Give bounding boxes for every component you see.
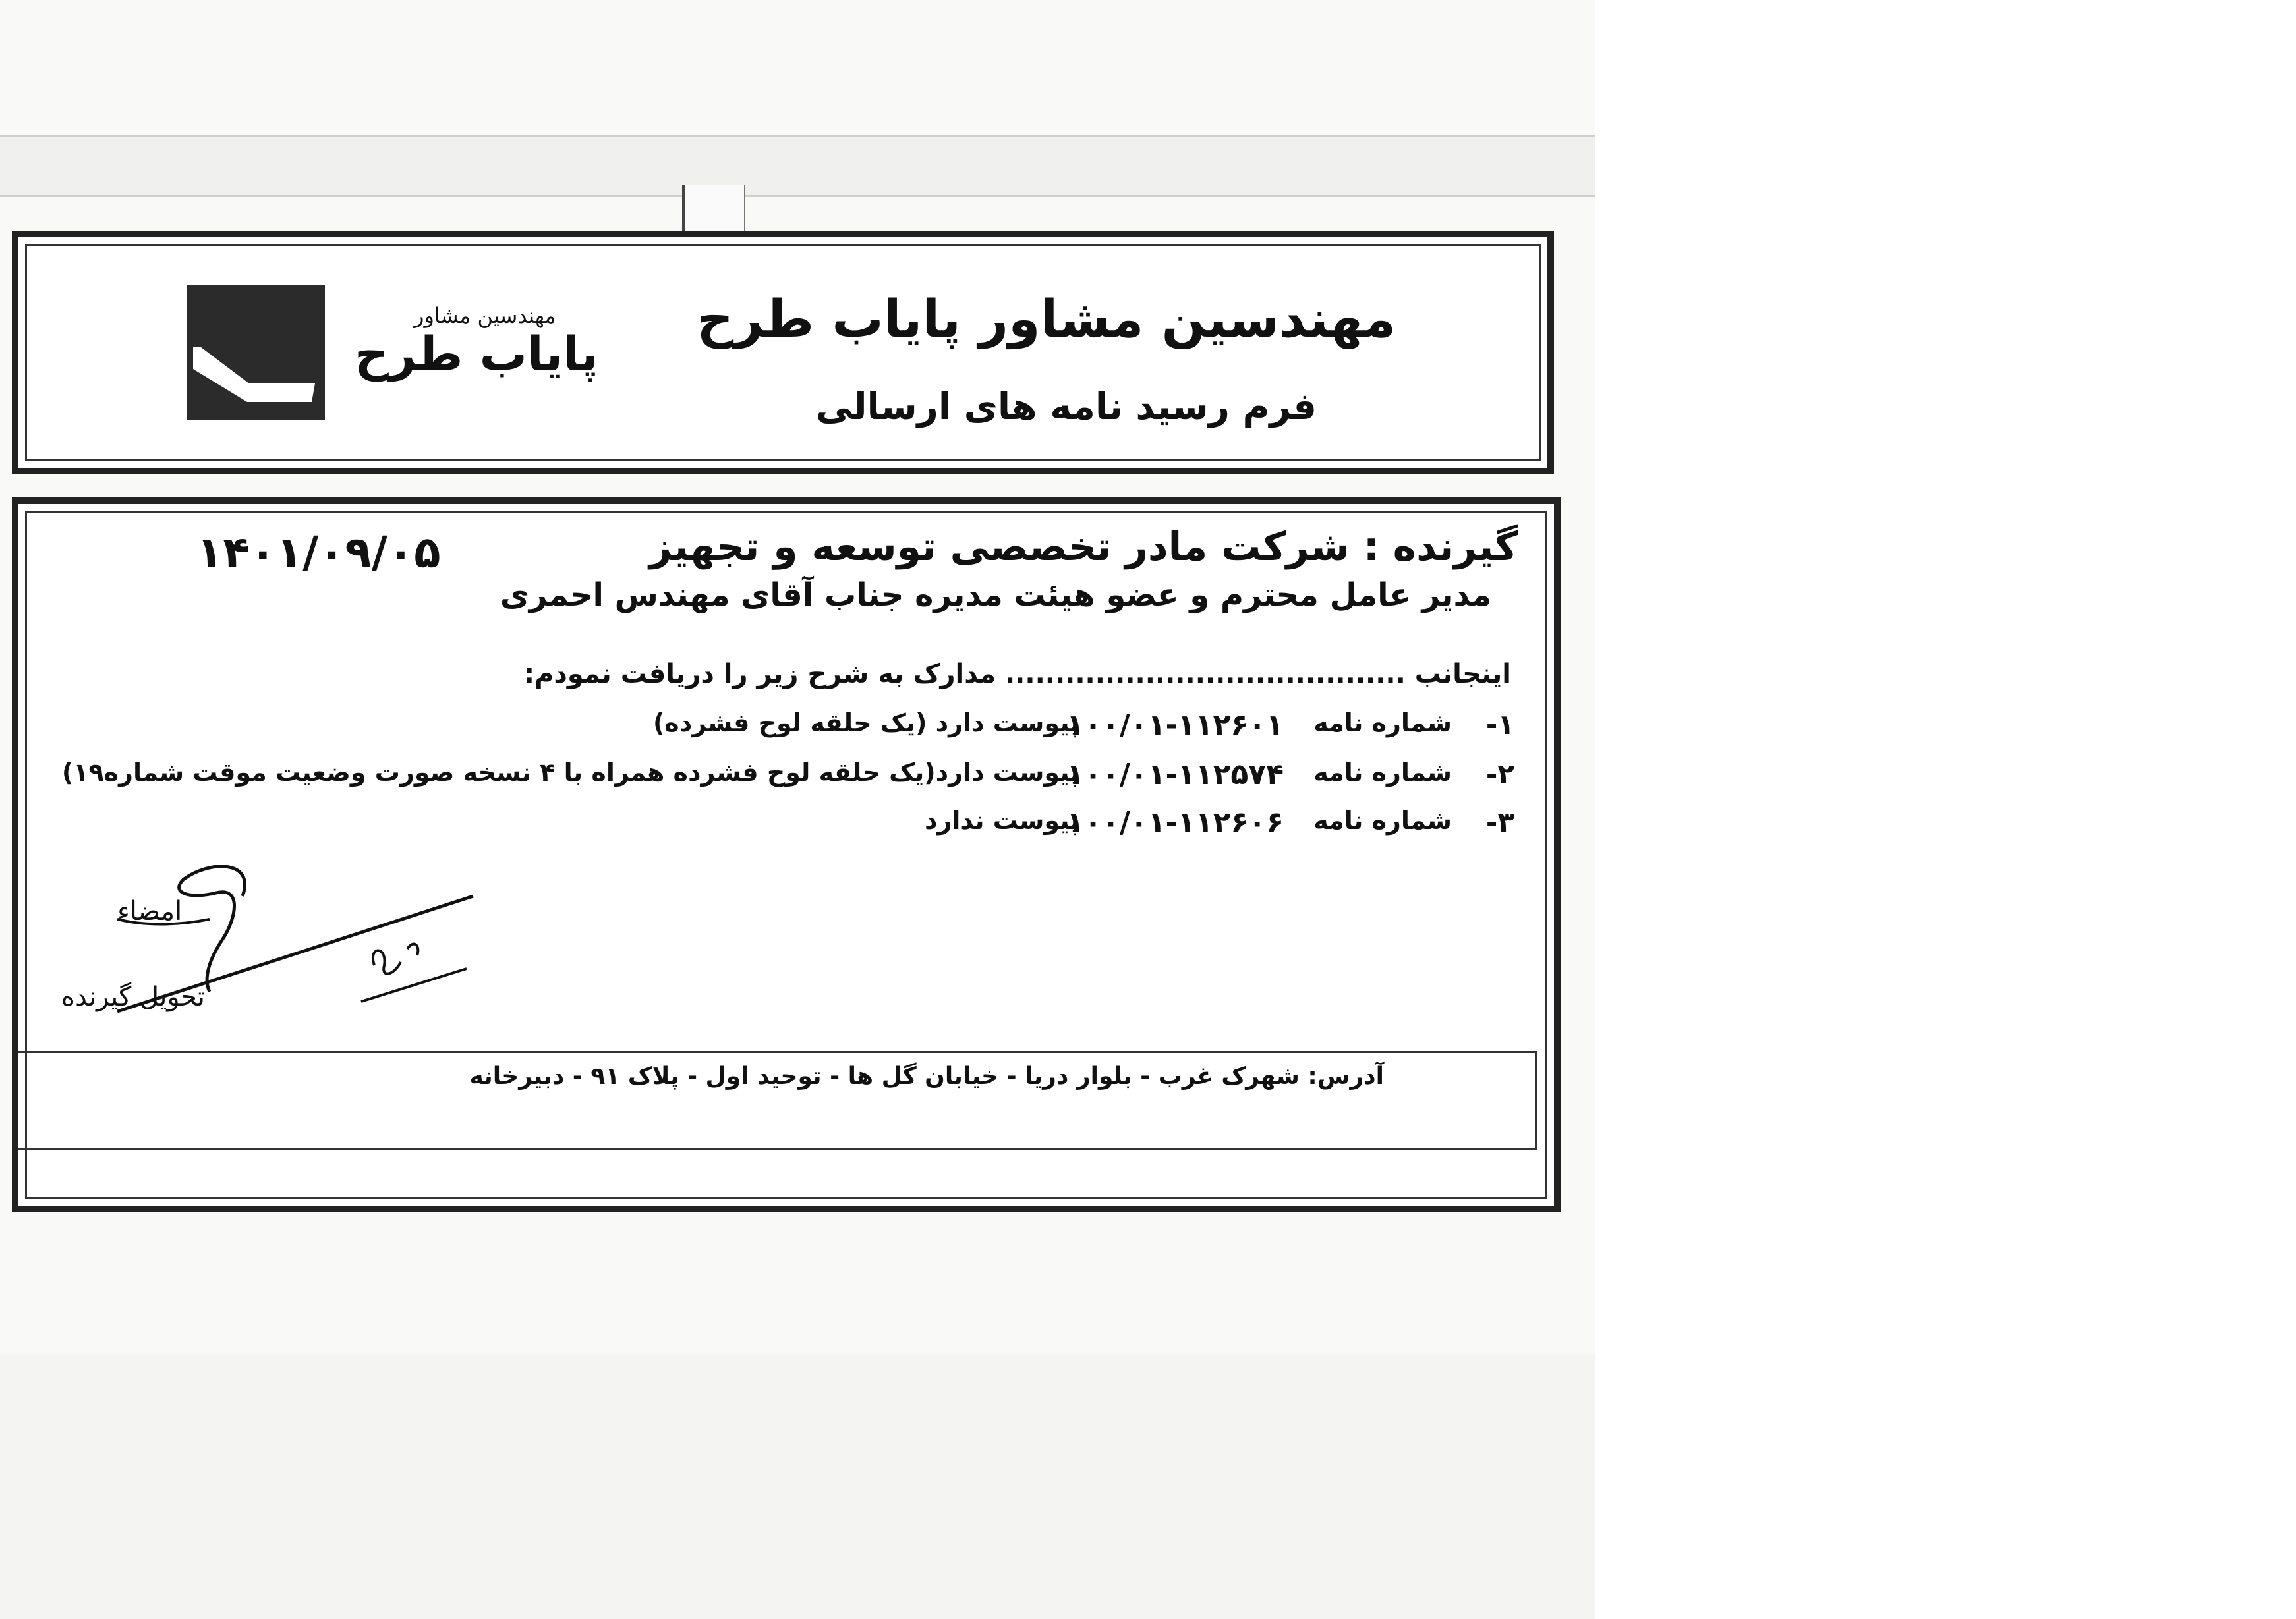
scan-edge-bottom (0, 1354, 1595, 1619)
letter-date: ۱۴۰۱/۰۹/۰۵ (196, 527, 441, 578)
letterhead-box (12, 231, 1554, 474)
recipient-line: گیرنده : شرکت مادر تخصصی توسعه و تجهیز (649, 524, 1518, 570)
document-row (18, 708, 1554, 754)
intro-line: اینجانب ........................................ مدارک به شرح زیر را دریافت نمودم: (524, 659, 1511, 689)
attachment-note: پیوست دارد(یک حلقه لوح فشرده همراه با ۴ نسخه صورت وضعیت موقت شماره۱۹) (61, 758, 1079, 787)
letter-number: ۱۰۰/۰۱-۱۱۲۶۰۶ (1066, 806, 1284, 839)
company-name: مهندسین مشاور پایاب طرح (697, 290, 1396, 349)
attachment-note: پیوست دارد (یک حلقه لوح فشرده) (652, 708, 1079, 737)
address-box (18, 1051, 1537, 1150)
row-label: شماره نامه (1313, 758, 1452, 787)
row-number: ۲- (1485, 758, 1514, 790)
row-number: ۳- (1485, 806, 1514, 838)
scan-edge-top (0, 135, 1595, 197)
attachment-note: پیوست ندارد (924, 806, 1079, 835)
addressee-line: مدیر عامل محترم و عضو هیئت مدیره جناب آقای مهندس احمری (500, 577, 1491, 613)
letter-number: ۱۰۰/۰۱-۱۱۲۶۰۱ (1066, 708, 1284, 742)
row-number: ۱- (1485, 708, 1514, 741)
signature-label: امضاء (117, 896, 183, 926)
receipt-box (12, 497, 1561, 1212)
form-title: فرم رسید نامه های ارسالی (815, 385, 1317, 428)
delivery-label: تحویل گیرنده (61, 982, 206, 1012)
logo-text-small: مهندسین مشاور (414, 303, 556, 328)
company-logo-icon (187, 285, 325, 420)
document-row (18, 758, 1554, 804)
row-label: شماره نامه (1313, 708, 1452, 737)
address-line: آدرس: شهرک غرب - بلوار دریا - خیابان گل ها - توحید اول - پلاک ۹۱ - دبیرخانه (469, 1063, 1384, 1090)
logo-text-large: پایاب طرح (355, 326, 599, 382)
letter-number: ۱۰۰/۰۱-۱۱۲۵۷۴ (1066, 758, 1284, 791)
row-label: شماره نامه (1313, 806, 1452, 835)
